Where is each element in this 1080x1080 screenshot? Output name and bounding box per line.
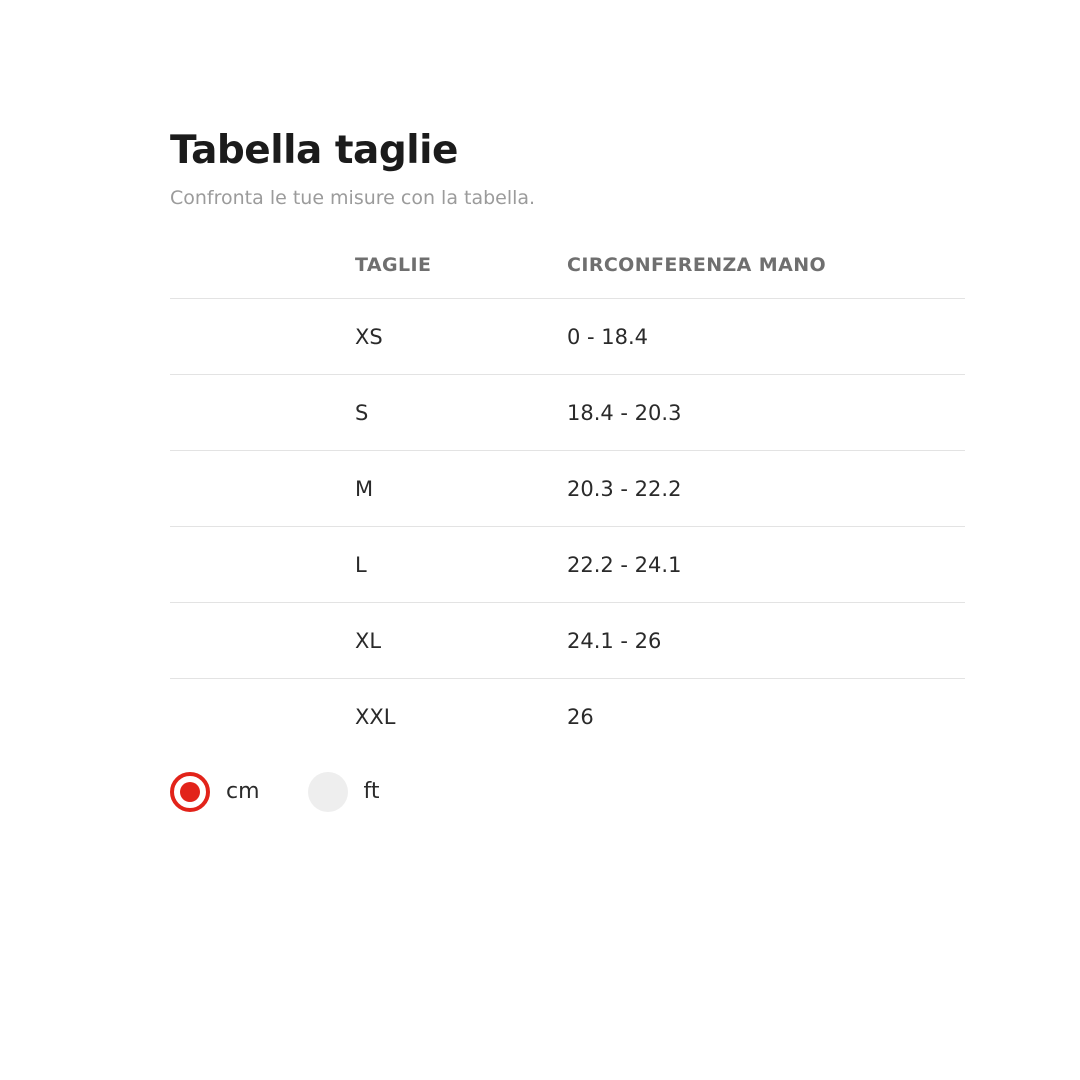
table-row	[170, 374, 965, 450]
row-spacer-cell	[170, 526, 355, 602]
unit-option-ft[interactable]	[308, 772, 380, 812]
unit-option-cm[interactable]	[170, 772, 260, 812]
row-spacer-cell	[170, 678, 355, 754]
page-subtitle: Confronta le tue misure con la tabella.	[170, 186, 536, 209]
page-title: Tabella taglie	[170, 128, 458, 173]
table-row	[170, 678, 965, 754]
table-header-row	[170, 254, 965, 299]
table-row	[170, 526, 965, 602]
row-spacer-cell	[170, 450, 355, 526]
radio-unselected-icon[interactable]	[308, 772, 348, 812]
size-table-body	[170, 298, 965, 754]
cell-measure: 26	[567, 678, 965, 754]
column-header-spacer	[170, 254, 355, 299]
unit-label-ft: ft	[363, 779, 380, 805]
size-table	[170, 254, 965, 754]
unit-label-cm: cm	[226, 779, 260, 805]
cell-measure: 22.2 - 24.1	[567, 526, 965, 602]
cell-size: XXL	[355, 678, 567, 754]
cell-size: XL	[355, 602, 567, 678]
column-header-measure: CIRCONFERENZA MANO	[567, 253, 827, 276]
cell-size: L	[355, 526, 567, 602]
size-chart-content	[170, 130, 970, 812]
table-row	[170, 602, 965, 678]
column-header-size: TAGLIE	[355, 253, 432, 276]
row-spacer-cell	[170, 298, 355, 374]
size-table-head	[170, 254, 965, 299]
table-row	[170, 298, 965, 374]
table-row	[170, 450, 965, 526]
cell-measure: 0 - 18.4	[567, 298, 965, 374]
row-spacer-cell	[170, 602, 355, 678]
cell-measure: 24.1 - 26	[567, 602, 965, 678]
cell-size: M	[355, 450, 567, 526]
cell-size: S	[355, 374, 567, 450]
cell-size: XS	[355, 298, 567, 374]
radio-selected-icon[interactable]	[170, 772, 210, 812]
unit-toggle-group	[170, 772, 970, 812]
cell-measure: 18.4 - 20.3	[567, 374, 965, 450]
row-spacer-cell	[170, 374, 355, 450]
cell-measure: 20.3 - 22.2	[567, 450, 965, 526]
